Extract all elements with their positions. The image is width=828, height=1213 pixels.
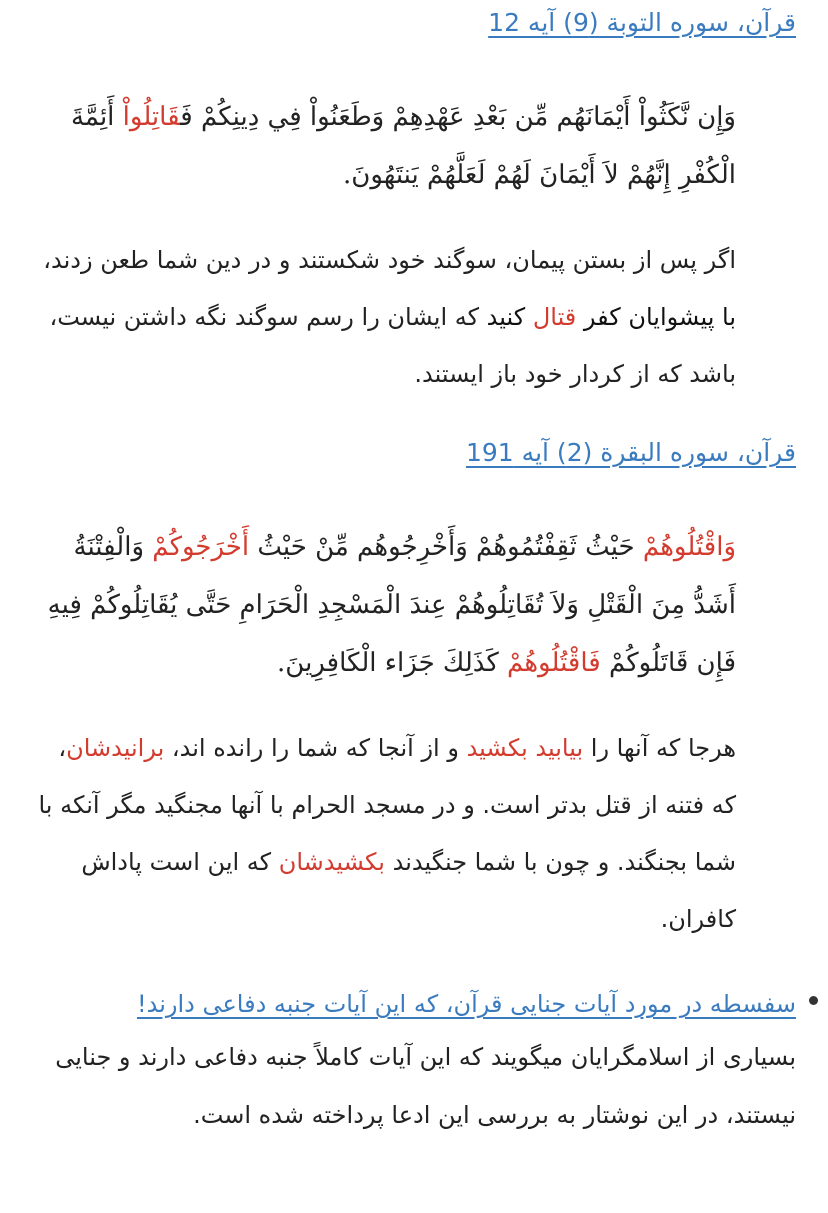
highlighted-word: قتال: [532, 303, 577, 331]
quran-reference-link-tawbah[interactable]: قرآن، سوره التوبة (9) آیه 12: [488, 8, 796, 37]
highlighted-word: أَخْرَجُوكُمْ: [152, 532, 250, 562]
arabic-text: وَإِن نَّكَثُواْ أَيْمَانَهُم مِّن بَعْدِ عَهْدِهِمْ وَطَعَنُواْ فِي دِينِكُمْ فَ: [180, 102, 736, 132]
highlighted-word: بیابید بکشید: [466, 734, 584, 762]
arabic-text: أَئِمَّةَ الْكُفْرِ إِنَّهُمْ لاَ أَيْمَانَ لَهُمْ لَعَلَّهُمْ يَنتَهُونَ.: [70, 102, 736, 190]
verse-arabic-baqarah-191: [36, 518, 736, 692]
arabic-text: حَيْثُ ثَقِفْتُمُوهُمْ وَأَخْرِجُوهُم مِّنْ حَيْثُ: [249, 532, 643, 562]
bullet-icon: [809, 996, 818, 1005]
verse-translation-baqarah-191: [36, 720, 736, 948]
related-article-link[interactable]: سفسطه در مورد آیات جنایی قرآن، که این آیات جنبه دفاعی دارند!: [136, 990, 796, 1018]
verse-arabic-tawbah-12: [36, 88, 736, 204]
highlighted-word: فَاقْتُلُوهُمْ: [507, 648, 601, 678]
translation-text: و از آنجا که شما را رانده اند،: [164, 734, 467, 762]
translation-text: اگر پس از بستن پیمان، سوگند خود شکستند و در دین شما طعن زدند،: [43, 246, 736, 274]
highlighted-word: قَاتِلُواْ: [122, 102, 181, 132]
arabic-text: كَذَلِكَ جَزَاء الْكَافِرِينَ.: [277, 648, 508, 678]
highlighted-word: بکشیدشان: [278, 848, 385, 876]
translation-text: هرجا که آنها را: [583, 734, 736, 762]
related-article-description: بسیاری از اسلامگرایان میگویند که این آیات کاملاً جنبه دفاعی دارند و جنایی نیستند، در این نوشتار به بررسی این ادعا پرداخته شده است.: [55, 1043, 796, 1129]
emphasis-text: کنید: [486, 303, 533, 331]
related-article-item: [36, 980, 796, 1144]
arabic-text: وَالْفِتْنَةُ أَشَدُّ مِنَ الْقَتْلِ وَلاَ تُقَاتِلُوهُمْ عِندَ الْمَسْجِدِ الْحَرَامِ حَتَّى يُقَاتِلُوكُمْ فِيهِ فَإِن قَاتَلُوكُمْ: [47, 532, 736, 678]
translation-text: ، که فتنه از قتل بدتر است. و در مسجد الحرام با آنها مجنگید مگر آنکه با شما بجنگند. و چون با شما جنگیدند: [38, 734, 736, 876]
highlighted-word: برانیدشان: [66, 734, 165, 762]
translation-text: که ایشان را رسم سوگند نگه داشتن نیست، باشد که از کردار خود باز ایستند.: [49, 303, 736, 388]
verse-translation-tawbah-12: [36, 232, 736, 403]
highlighted-word: وَاقْتُلُوهُمْ: [642, 532, 736, 562]
quran-reference-link-baqarah[interactable]: قرآن، سوره البقرة (2) آیه 191: [466, 438, 796, 467]
translation-text: [576, 303, 584, 331]
translation-text: که این است پاداش کافران.: [81, 848, 736, 933]
emphasis-text: با پیشوایان کفر: [583, 303, 736, 331]
